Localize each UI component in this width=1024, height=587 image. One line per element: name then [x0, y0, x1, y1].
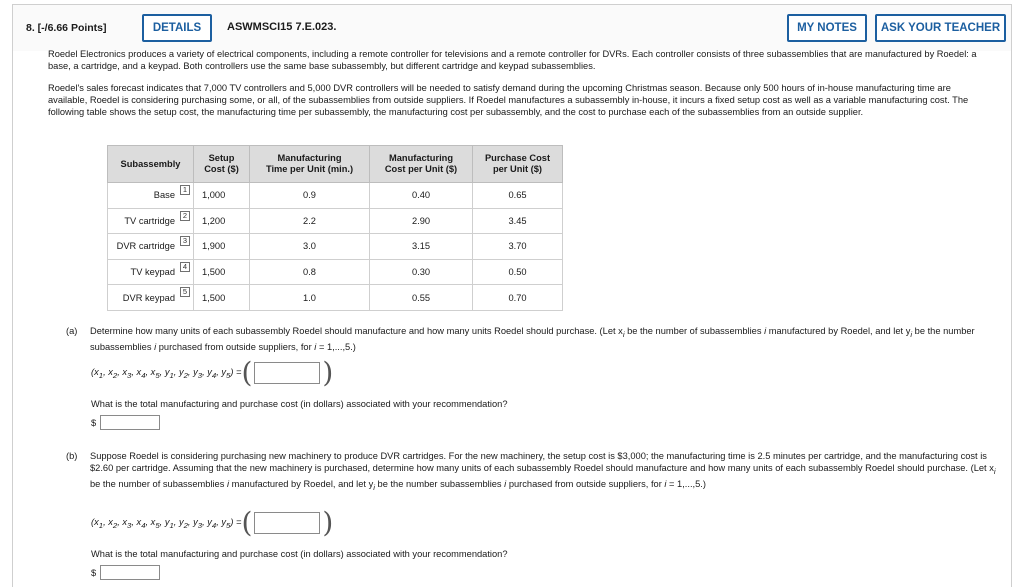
- cell-subassembly: TV cartridge 2: [108, 208, 194, 234]
- dollar-sign: $: [91, 567, 97, 578]
- cell-setup-cost: 1,500: [194, 285, 250, 311]
- cell-mfg-time: 0.9: [250, 183, 370, 209]
- cell-mfg-time: 1.0: [250, 285, 370, 311]
- my-notes-button[interactable]: MY NOTES: [787, 14, 867, 42]
- details-button[interactable]: DETAILS: [142, 14, 212, 42]
- part-b-cost-question: What is the total manufacturing and purchase cost (in dollars) associated with your recommendation?: [91, 549, 508, 559]
- cell-setup-cost: 1,900: [194, 234, 250, 260]
- col-setup-cost: Setup Cost ($): [194, 146, 250, 183]
- part-a-equation-label: ($x_1$, $x_2$, $x_3$, $x_4$, $x_5$, $y_1$, $y_2$, $y_3$, $y_4$, $y_5$) =: [91, 366, 242, 380]
- cell-purchase-cost: 0.70: [473, 285, 563, 311]
- footnote-marker[interactable]: 4: [180, 262, 190, 272]
- part-a-equation: [91, 356, 334, 389]
- footnote-marker[interactable]: 2: [180, 211, 190, 221]
- part-b-text: Suppose Roedel is considering purchasing new machinery to produce DVR cartridges. For the new machinery, the setup cost is $3,000; the manufacturing time is 2.5 minutes per cartridge, and the manufacturing cost is $2.60 per cartridge. Assuming that the new machinery is purchased, determine how many units of each subassembly Roedel should manufacture and how many units of each subassembly Roedel should purchase. (Let $x_i$ be the number of subassemblies i manufactured by Roedel, and let $y_i$ be the number subassemblies i purchased from outside suppliers, for i = 1,...,5.): [90, 451, 996, 493]
- part-a-answer-input[interactable]: [254, 362, 320, 384]
- cell-mfg-cost: 0.55: [370, 285, 473, 311]
- table-row: [108, 259, 563, 285]
- question-number: 8. [-/6.66 Points]: [26, 22, 107, 34]
- part-b-cost-row: [91, 565, 160, 580]
- cell-mfg-cost: 3.15: [370, 234, 473, 260]
- part-b-cost-input[interactable]: [100, 565, 160, 580]
- cell-setup-cost: 1,000: [194, 183, 250, 209]
- cell-setup-cost: 1,500: [194, 259, 250, 285]
- table-row: [108, 183, 563, 209]
- intro-paragraph-2: Roedel's sales forecast indicates that 7,000 TV controllers and 5,000 DVR controllers will be needed to satisfy demand during the upcoming Christmas season. Because only 500 hours of in-house manufacturing time are available, Roedel is considering purchasing some, or all, of the subassemblies from outside suppliers. If Roedel manufactures a subassembly in-house, it incurs a fixed setup cost as well as a variable manufacturing cost. The following table shows the setup cost, the manufacturing time per subassembly, the manufacturing cost per subassembly, and the cost to purchase each of the subassemblies from an outside supplier.: [48, 82, 969, 118]
- part-a-text: Determine how many units of each subassembly Roedel should manufacture and how many units Roedel should purchase. (Let $x_i$ be the number of subassemblies i manufactured by Roedel, and let $y_i$ be the number subassemblies i purchased from outside suppliers, for i = 1,...,5.): [90, 326, 975, 353]
- cell-purchase-cost: 0.65: [473, 183, 563, 209]
- cell-mfg-cost: 0.30: [370, 259, 473, 285]
- part-a-cost-row: [91, 415, 160, 430]
- close-paren: ): [322, 506, 334, 539]
- cell-purchase-cost: 3.45: [473, 208, 563, 234]
- col-mfg-cost: Manufacturing Cost per Unit ($): [370, 146, 473, 183]
- question-header: [13, 5, 1011, 51]
- cell-mfg-time: 3.0: [250, 234, 370, 260]
- table-header-row: [108, 146, 563, 183]
- cell-mfg-time: 0.8: [250, 259, 370, 285]
- col-subassembly: Subassembly: [108, 146, 194, 183]
- part-a-label: (a): [66, 326, 78, 336]
- cell-setup-cost: 1,200: [194, 208, 250, 234]
- part-a-cost-question: What is the total manufacturing and purchase cost (in dollars) associated with your recommendation?: [91, 399, 508, 409]
- dollar-sign: $: [91, 417, 97, 428]
- col-purchase-cost: Purchase Cost per Unit ($): [473, 146, 563, 183]
- intro-paragraph-1: Roedel Electronics produces a variety of electrical components, including a remote controller for televisions and a remote controller for DVRs. Each controller consists of three subassemblies that are manufactured by Roedel: a base, a cartridge, and a keypad. Both controllers use the same base subassembly, but different cartridge and keypad subassemblies.: [48, 49, 977, 72]
- cell-subassembly: DVR cartridge 3: [108, 234, 194, 260]
- table-row: [108, 285, 563, 311]
- part-a-cost-input[interactable]: [100, 415, 160, 430]
- open-paren: (: [241, 506, 253, 539]
- part-a: [66, 325, 1001, 353]
- cell-mfg-cost: 0.40: [370, 183, 473, 209]
- footnote-marker[interactable]: 1: [180, 185, 190, 195]
- part-b-answer-input[interactable]: [254, 512, 320, 534]
- subassembly-table: [107, 145, 563, 311]
- part-b: [66, 450, 1001, 495]
- footnote-marker[interactable]: 3: [180, 236, 190, 246]
- cell-purchase-cost: 0.50: [473, 259, 563, 285]
- ask-teacher-button[interactable]: ASK YOUR TEACHER: [875, 14, 1006, 42]
- table-row: [108, 208, 563, 234]
- part-b-label: (b): [66, 451, 78, 461]
- table-row: [108, 234, 563, 260]
- cell-subassembly: DVR keypad 5: [108, 285, 194, 311]
- col-mfg-time: Manufacturing Time per Unit (min.): [250, 146, 370, 183]
- question-code: ASWMSCI15 7.E.023.: [227, 21, 337, 33]
- question-body: [48, 48, 988, 127]
- cell-purchase-cost: 3.70: [473, 234, 563, 260]
- cell-mfg-time: 2.2: [250, 208, 370, 234]
- cell-subassembly: TV keypad 4: [108, 259, 194, 285]
- cell-mfg-cost: 2.90: [370, 208, 473, 234]
- cell-subassembly: Base 1: [108, 183, 194, 209]
- part-b-equation-label: ($x_1$, $x_2$, $x_3$, $x_4$, $x_5$, $y_1$, $y_2$, $y_3$, $y_4$, $y_5$) =: [91, 516, 242, 530]
- part-b-equation: [91, 506, 334, 539]
- footnote-marker[interactable]: 5: [180, 287, 190, 297]
- open-paren: (: [241, 356, 253, 389]
- close-paren: ): [322, 356, 334, 389]
